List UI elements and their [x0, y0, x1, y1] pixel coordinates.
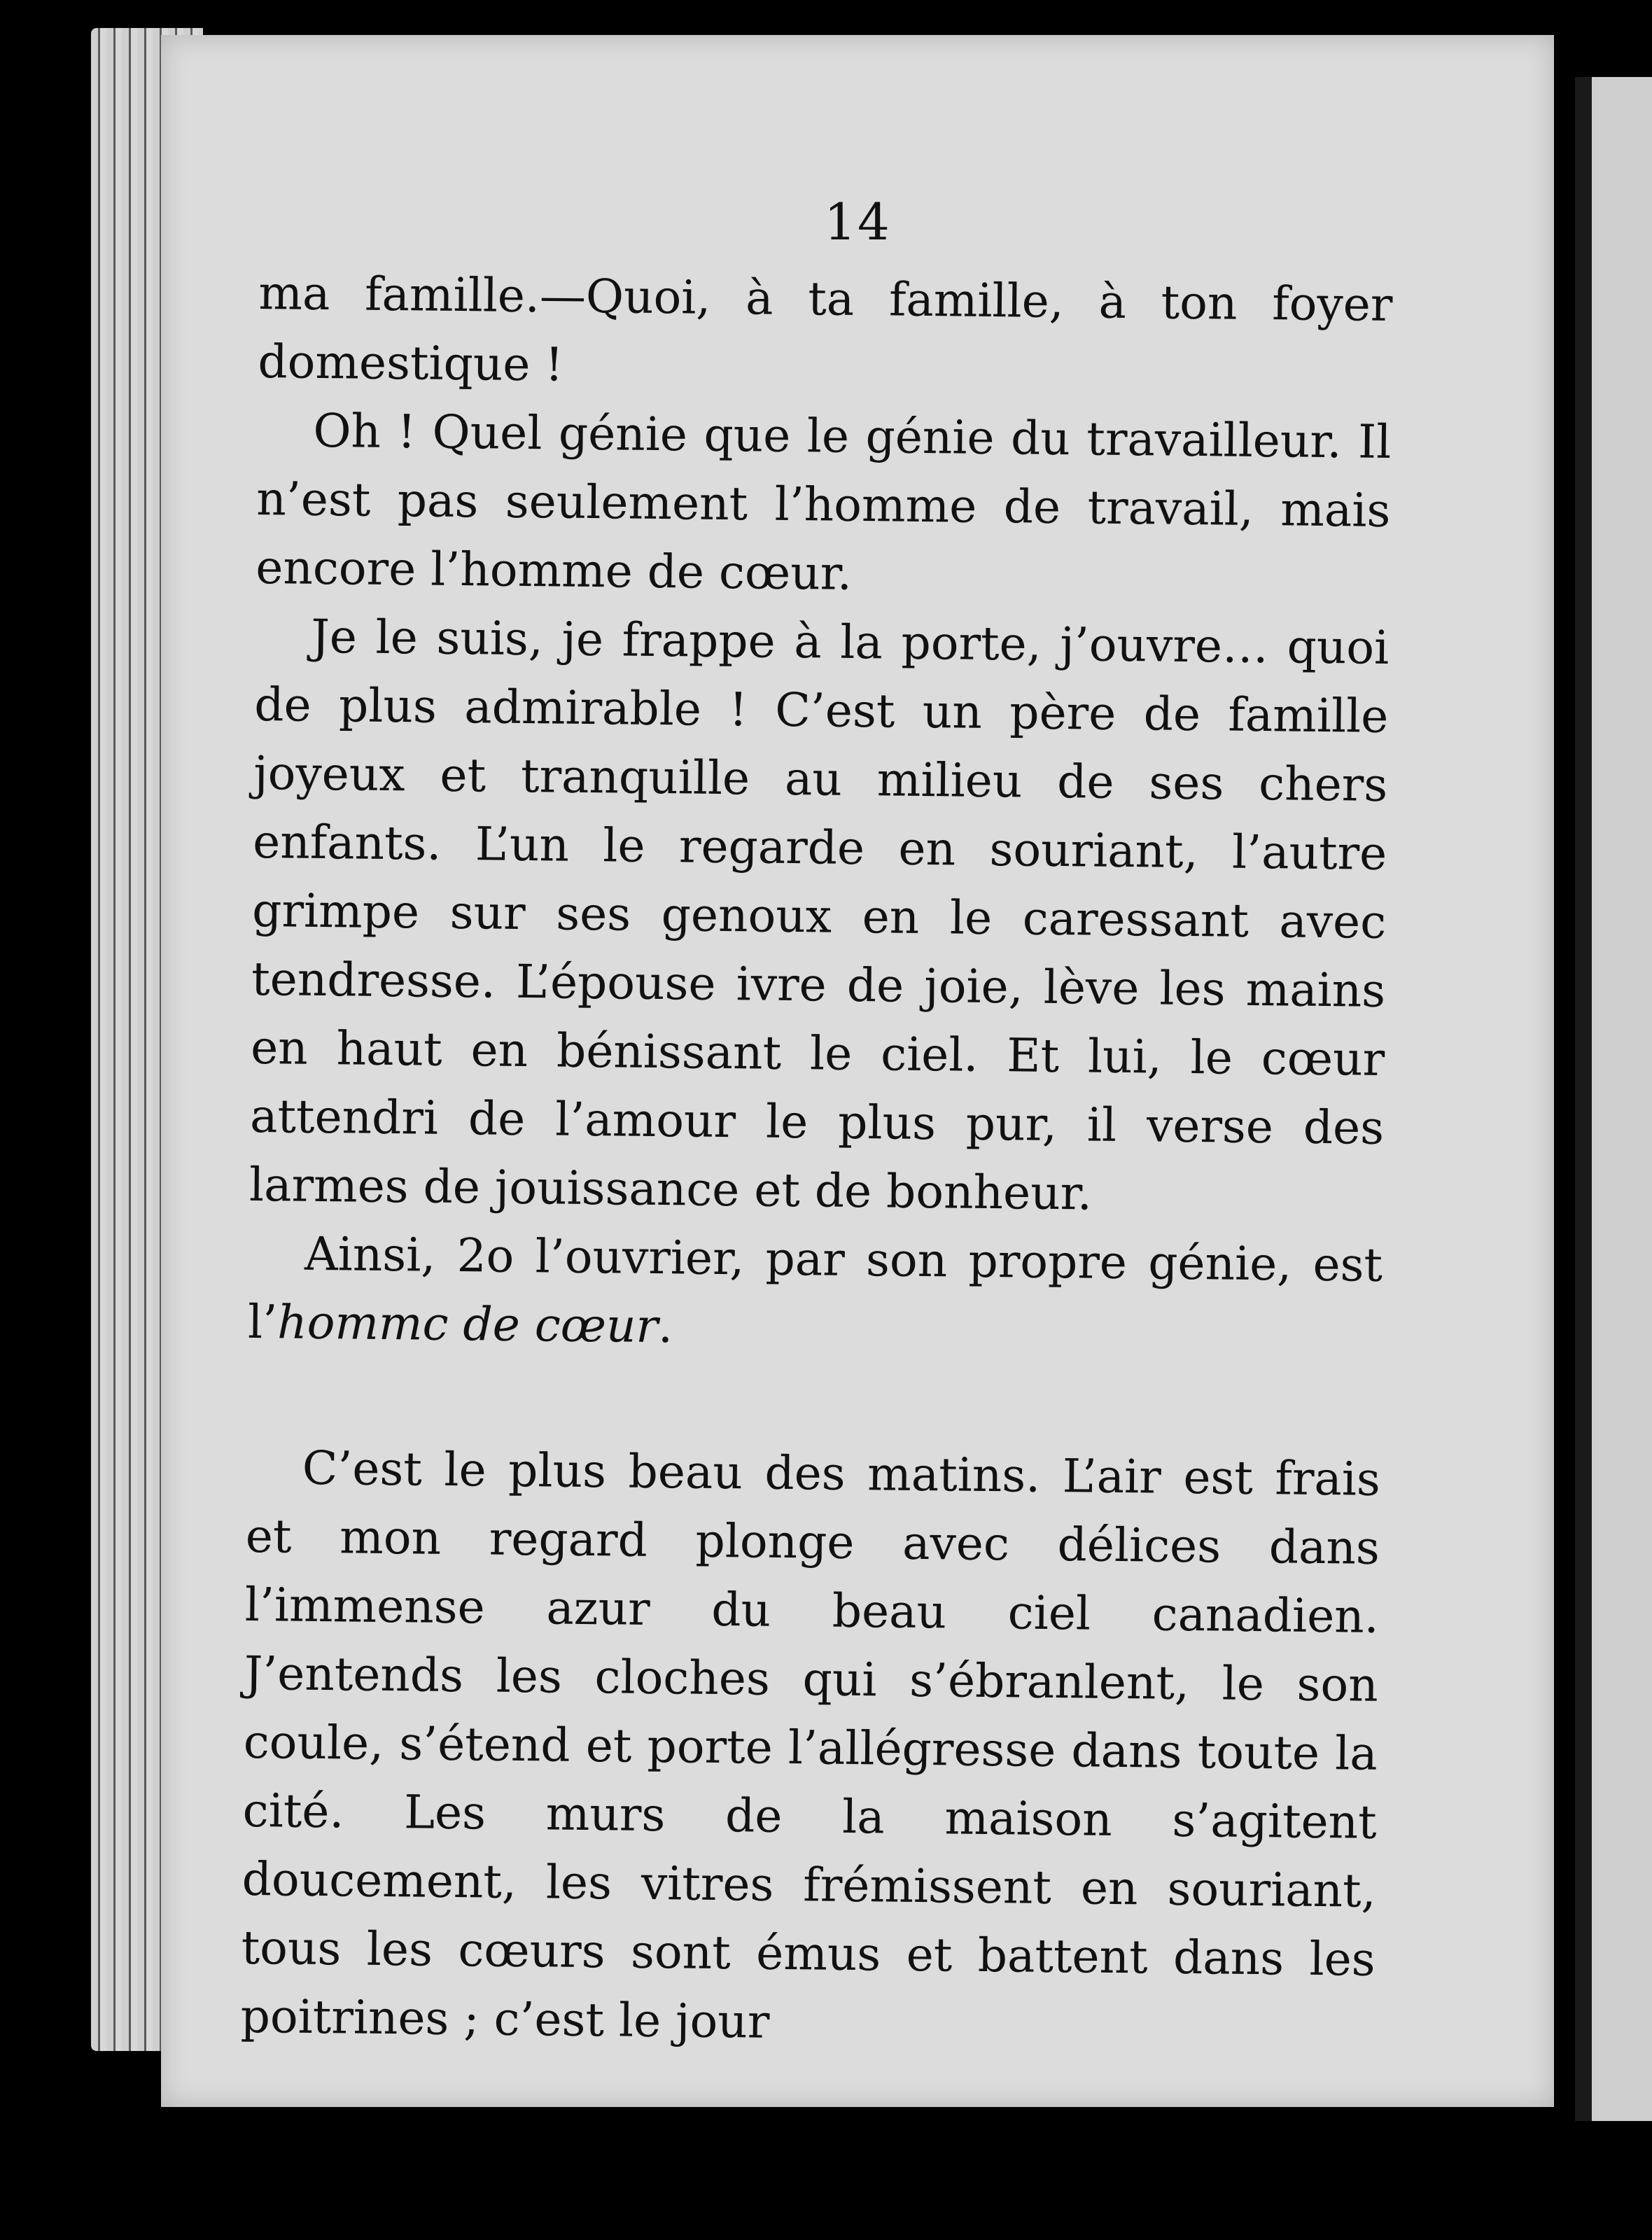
paragraph-4	[248, 1219, 1383, 1368]
page-text	[240, 259, 1393, 2063]
closing-end: .	[657, 1299, 673, 1354]
closing-text: Ainsi, 2o l’ouvrier, par son propre génie, est l’	[247, 1226, 1383, 1350]
paragraph-2: Oh ! Quel génie que le génie du travailleur. Il n’est pas seulement l’homme de travail, mais encore l’homme de cœur.	[255, 403, 1392, 601]
paragraph-5: C’est le plus beau des matins. L’air est frais et mon regard plonge avec délices dans l’immense azur du beau ciel canadien. J’entends les cloches qui s’ébranlent, le son coule, s’étend et porte l’allégresse dans toute la cité. Les murs de la maison s’agitent doucement, les vitres frémissent en souriant, tous les cœurs sont émus et battent dans les poitrines ; c’est le jour	[240, 1441, 1381, 2049]
section-gap	[246, 1357, 1381, 1446]
paragraph-1: ma famille.—Quoi, à ta famille, à ton foyer domestique !	[258, 265, 1393, 392]
paragraph-3: Je le suis, je frappe à la porte, j’ouvre… quoi de plus admirable ! C’est un père de famille joyeux et tranquille au milieu de ses chers enfants. L’un le regarde en souriant, l’autre grimpe sur ses genoux en le caressant avec tendresse. L’épouse ivre de joie, lève les mains en haut en bénissant le ciel. Et lui, le cœur attendri de l’amour le plus pur, il verse des larmes de jouissance et de bonheur.	[248, 609, 1390, 1221]
adjacent-page	[1575, 77, 1652, 2121]
closing-italic: hommc de cœur	[276, 1295, 659, 1354]
page-number: 14	[824, 192, 891, 251]
